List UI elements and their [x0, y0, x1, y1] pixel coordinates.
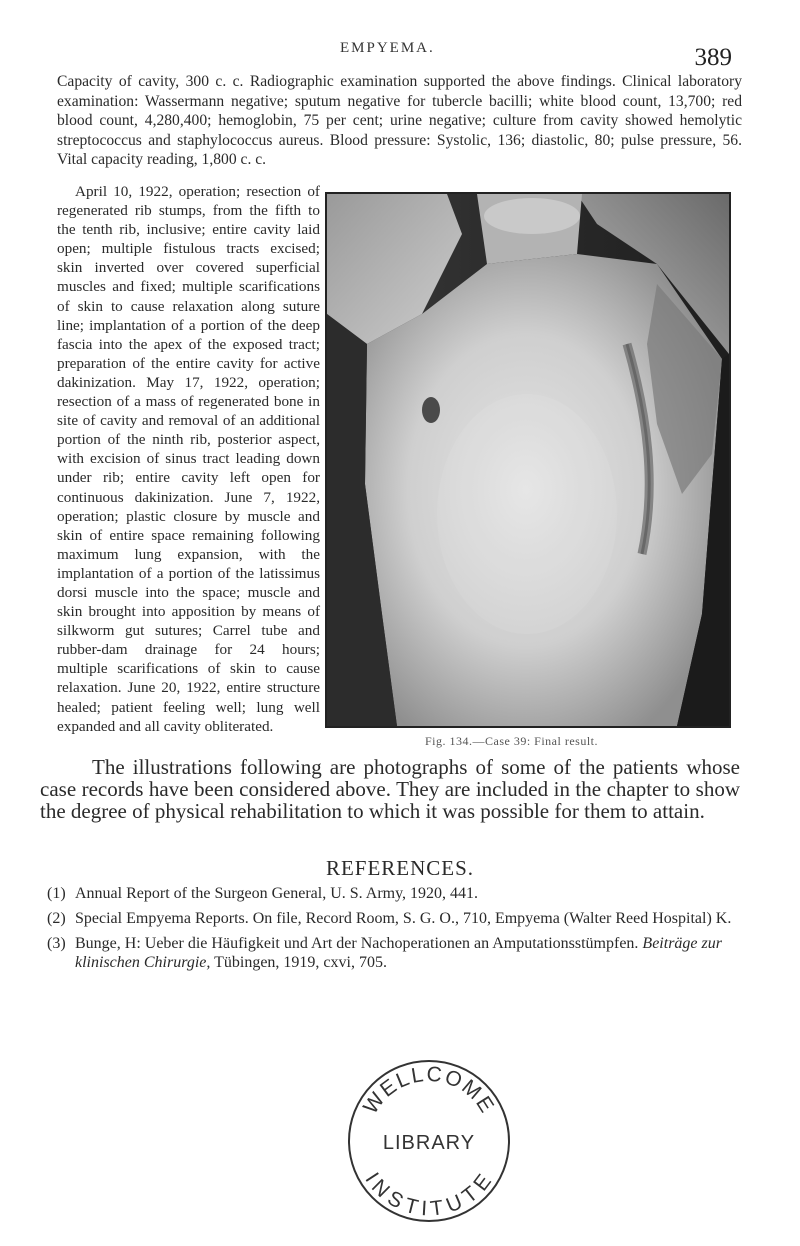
reference-text-tail: Tübingen, 1919, cxvi, 705.	[210, 954, 387, 971]
reference-item	[47, 934, 747, 972]
svg-text:WELLCOME	[359, 1063, 499, 1119]
intro-paragraph: Capacity of cavity, 300 c. c. Radiographic examination supported the above findings. Clinical laboratory examination: Wassermann negative; sputum negative for tubercle bacilli; white blood count, 13,700; red blood count, 4,280,400; hemoglobin, 75 per cent; urine negative; culture from cavity showed hemolytic streptococcus and staphylococcus aureus. Blood pressure: Systolic, 136; diastolic, 80; pulse pressure, 56. Vital capacity reading, 1,800 c. c.	[57, 73, 742, 168]
stamp-middle-text: LIBRARY	[382, 1132, 476, 1154]
reference-item	[47, 884, 747, 903]
figure-caption: Fig. 134.—Case 39: Final result.	[425, 734, 598, 748]
reference-number: (3)	[47, 935, 66, 952]
stamp-top-text: WELLCOME	[359, 1062, 500, 1119]
stamp-bottom-text: INSTITUTE	[360, 1168, 498, 1221]
references-heading: REFERENCES.	[325, 856, 475, 880]
page-number: 389	[694, 44, 732, 71]
illustrations-paragraph: The illustrations following are photographs of some of the patients whose case records have been considered above. They are included in the chapter to show the degree of physical rehabilitation to which it was possible for them to attain.	[40, 755, 740, 823]
patient-photograph	[325, 192, 731, 728]
reference-text: Bunge, H: Ueber die Häufigkeit und Art der Nachoperationen an Amputationsstümpfen.	[75, 935, 643, 952]
reference-item	[47, 909, 747, 928]
reference-number: (2)	[47, 910, 66, 927]
operation-paragraph: April 10, 1922, operation; resection of regenerated rib stumps, from the fifth to the tenth rib, inclusive; entire cavity laid open; multiple fistulous tracts excised; skin inverted over covered superficial muscles and fixed; multiple scarifications of skin to cause relaxation along suture line; implantation of a portion of the deep fascia into the apex of the exposed tract; preparation of the entire cavity for active dakinization. May 17, 1922, operation; resection of a mass of regenerated bone in site of cavity and removal of an additional portion of the ninth rib, posterior aspect, with excision of sinus tract leading down under rib; entire cavity left open for continuous dakinization. June 7, 1922, operation; plastic closure by muscle and skin of entire space remaining following maximum lung expansion, with the implantation of a portion of the latissimus dorsi muscle into the space; muscle and skin brought into apposition by means of silkworm gut sutures; Carrel tube and rubber-dam drainage for 24 hours; multiple scarifications of skin to cause relaxation. June 20, 1922, entire structure healed; patient feeling well; lung well expanded and all cavity obliterated.	[57, 183, 320, 735]
reference-journal-title: Beiträge zur klinischen Chirurgie,	[75, 935, 722, 971]
references-list	[47, 884, 747, 978]
reference-text: Annual Report of the Surgeon General, U. S. Army, 1920, 441.	[75, 885, 479, 902]
svg-text:INSTITUTE	[360, 1169, 497, 1221]
reference-number: (1)	[47, 885, 66, 902]
reference-text: Special Empyema Reports. On file, Record Room, S. G. O., 710, Empyema (Walter Reed Hospital) K.	[75, 910, 732, 927]
wellcome-library-stamp	[344, 1056, 514, 1226]
running-title: EMPYEMA.	[340, 40, 435, 56]
